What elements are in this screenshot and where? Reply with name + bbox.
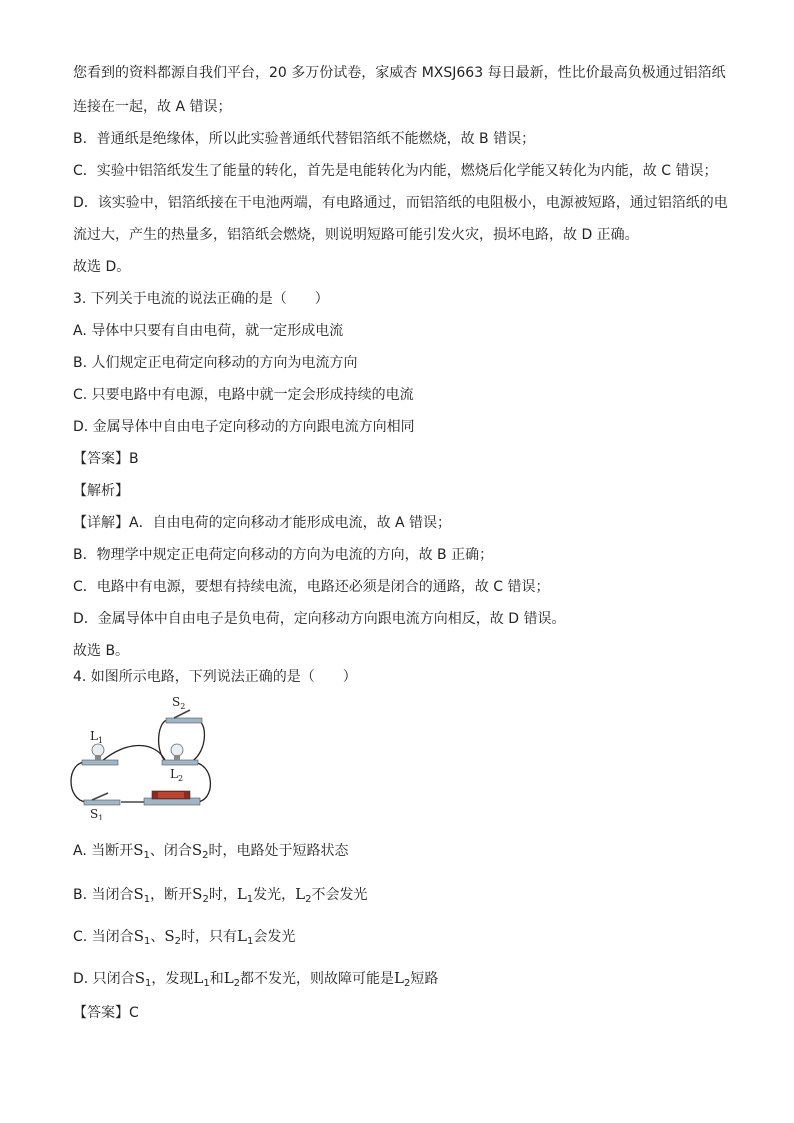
text-line: B. 人们规定正电荷定向移动的方向为电流方向 bbox=[73, 355, 358, 371]
text-line: B．普通纸是绝缘体，所以此实验普通纸代替铝箔纸不能燃烧，故 B 错误； bbox=[73, 131, 536, 147]
text-line: 连接在一起，故 A 错误； bbox=[73, 99, 232, 115]
wire-right bbox=[191, 762, 210, 802]
switch-s1-lever bbox=[92, 793, 108, 800]
option-b: B. 当闭合$S_1$，断开$S_2$时，$L_1$发光，$L_2$不会发光 bbox=[73, 885, 368, 905]
switch-s1-base bbox=[84, 800, 120, 805]
final-answer: 【答案】C bbox=[73, 1005, 139, 1021]
lamp-l2-bulb bbox=[171, 744, 183, 756]
label-l1: $L_1$ bbox=[90, 729, 104, 745]
text-line: 您看到的资料都源自我们平台，20 多万份试卷，家威杏 MXSJ663 每日最新，性比价最高负极通过铝箔纸 bbox=[73, 65, 726, 81]
label-s1: $S_1$ bbox=[90, 807, 104, 820]
wire-top-left bbox=[101, 746, 166, 763]
text-line: 3. 下列关于电流的说法正确的是（ ） bbox=[73, 291, 329, 307]
lamp-l1-bulb bbox=[92, 744, 104, 756]
option-a: A. 当断开$S_1$、闭合$S_2$时，电路处于短路状态 bbox=[73, 841, 349, 861]
option-c: C. 当闭合$S_1$、$S_2$时，只有$L_1$会发光 bbox=[73, 927, 296, 947]
text-line: B．物理学中规定正电荷定向移动的方向为电流的方向，故 B 正确； bbox=[73, 547, 494, 563]
circuit-diagram bbox=[66, 690, 216, 820]
text-line: C．电路中有电源，要想有持续电流，电路还必须是闭合的通路，故 C 错误； bbox=[73, 579, 550, 595]
lamp-l2-base bbox=[162, 760, 198, 765]
text-line: D. 金属导体中自由电子定向移动的方向跟电流方向相同 bbox=[73, 419, 415, 435]
lamp-l1-base bbox=[82, 760, 118, 765]
text-line: C. 只要电路中有电源，电路中就一定会形成持续的电流 bbox=[73, 387, 414, 403]
wire-s2-left bbox=[159, 720, 168, 762]
text-line: 故选 B。 bbox=[73, 643, 130, 659]
option-d: D. 只闭合$S_1$，发现$L_1$和$L_2$都不发光，则故障可能是$L_2$短路 bbox=[73, 969, 439, 989]
text-line: 【答案】B bbox=[73, 451, 139, 467]
text-line: 【详解】A．自由电荷的定向移动才能形成电流，故 A 错误； bbox=[73, 515, 452, 531]
text-line: 流过大，产生的热量多，铝箔纸会燃烧，则说明短路可能引发火灾，损坏电路，故 D 正确。 bbox=[73, 227, 639, 243]
text-line: D．该实验中，铝箔纸接在干电池两端，有电路通过，而铝箔纸的电阻极小，电源被短路，通过铝箔纸的电 bbox=[73, 195, 728, 211]
text-line: D．金属导体中自由电子是负电荷，定向移动方向跟电流方向相反，故 D 错误。 bbox=[73, 611, 566, 627]
switch-s2-lever bbox=[174, 710, 190, 718]
text-line: 故选 D。 bbox=[73, 259, 131, 275]
label-l2: $L_2$ bbox=[170, 767, 184, 783]
text-line: C．实验中铝箔纸发生了能量的转化，首先是电能转化为内能，燃烧后化学能又转化为内能，故 C 错误； bbox=[73, 163, 718, 179]
text-line: 4. 如图所示电路，下列说法正确的是（ ） bbox=[73, 669, 357, 685]
wire-s2-right bbox=[191, 720, 204, 762]
text-line: A. 导体中只要有自由电荷，就一定形成电流 bbox=[73, 323, 344, 339]
switch-s2-base bbox=[166, 718, 202, 723]
text-line: 【解析】 bbox=[73, 483, 129, 499]
label-s2: $S_2$ bbox=[172, 695, 186, 711]
